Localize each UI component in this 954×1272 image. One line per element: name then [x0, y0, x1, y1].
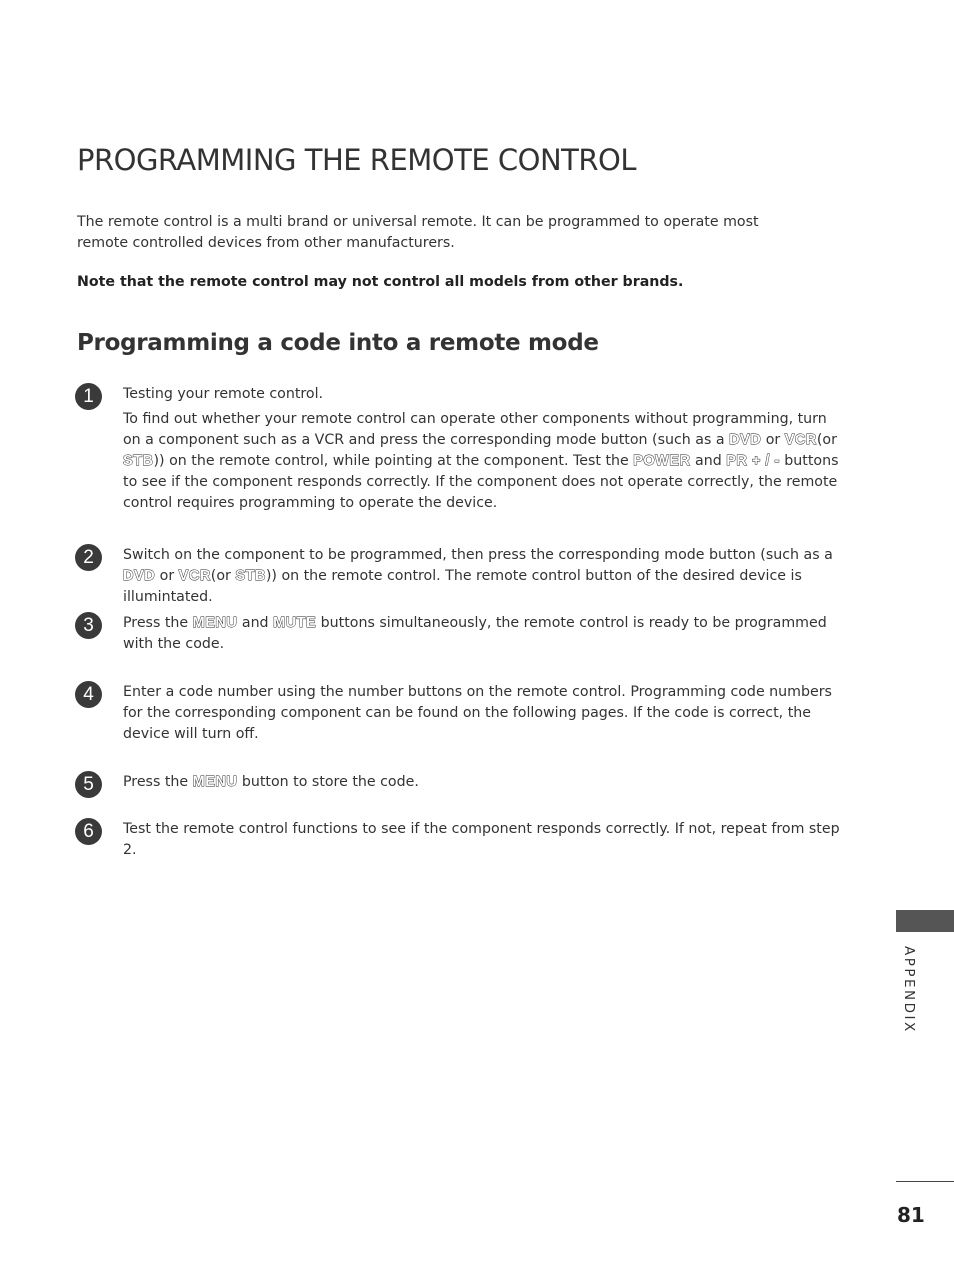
- intro-paragraph: The remote control is a multi brand or universal remote. It can be programmed to operate most remote controlled devices from other manufacturers.: [77, 214, 759, 251]
- stb-key-label: STB: [123, 453, 154, 469]
- step-number-badge: 1: [75, 383, 102, 410]
- step-number-badge: 6: [75, 818, 102, 845]
- step-text: Enter a code number using the number buttons on the remote control. Programming code numbers for the corresponding component can be found on the following pages. If the code is correct, the device will turn off.: [123, 684, 832, 742]
- step-number-badge: 3: [75, 612, 102, 639]
- step-body: [123, 613, 845, 655]
- pr-key-label: PR + / -: [726, 453, 780, 469]
- step-body: [123, 682, 845, 745]
- step-text: To find out whether your remote control can operate other components without programming, turn on a component such as a VCR and press the corresponding mode button (such as a DVD or VCR(or STB)) on the remote control, while pointing at the component. Test the POWER and PR + / - buttons to see if the component responds correctly. If the component does not operate correctly, the remote control requires programming to operate the device.: [123, 411, 839, 511]
- section-title: Programming a code into a remote mode: [77, 330, 599, 356]
- step-text: Switch on the component to be programmed, then press the corresponding mode button (such as a DVD or VCR(or STB)) on the remote control. The remote control button of the desired device is illumintated.: [123, 547, 833, 605]
- section-tab-marker: [896, 910, 954, 932]
- step-number-badge: 2: [75, 544, 102, 571]
- vcr-key-label: VCR: [784, 432, 817, 448]
- step-body: [123, 545, 845, 608]
- page-title: PROGRAMMING THE REMOTE CONTROL: [77, 143, 636, 177]
- vcr-key-label: VCR: [178, 568, 211, 584]
- step-body: [123, 772, 845, 793]
- step-number-badge: 4: [75, 681, 102, 708]
- step-number-badge: 5: [75, 771, 102, 798]
- step-text: Press the MENU and MUTE buttons simultaneously, the remote control is ready to be programmed with the code.: [123, 615, 827, 652]
- section-label: APPENDIX: [901, 946, 917, 1034]
- step-text: Test the remote control functions to see if the component responds correctly. If not, repeat from step 2.: [123, 821, 840, 858]
- step-heading: Testing your remote control.: [123, 386, 324, 402]
- step-text: Press the MENU button to store the code.: [123, 774, 419, 790]
- page-number-rule: [896, 1181, 954, 1182]
- step-body: [123, 384, 845, 514]
- note-paragraph: Note that the remote control may not control all models from other brands.: [77, 274, 684, 290]
- mute-key-label: MUTE: [273, 615, 317, 631]
- dvd-key-label: DVD: [729, 432, 762, 448]
- power-key-label: POWER: [633, 453, 691, 469]
- menu-key-label: MENU: [192, 774, 238, 790]
- step-body: [123, 819, 845, 861]
- stb-key-label: STB: [235, 568, 266, 584]
- dvd-key-label: DVD: [123, 568, 156, 584]
- menu-key-label: MENU: [192, 615, 238, 631]
- page-number: 81: [897, 1203, 925, 1227]
